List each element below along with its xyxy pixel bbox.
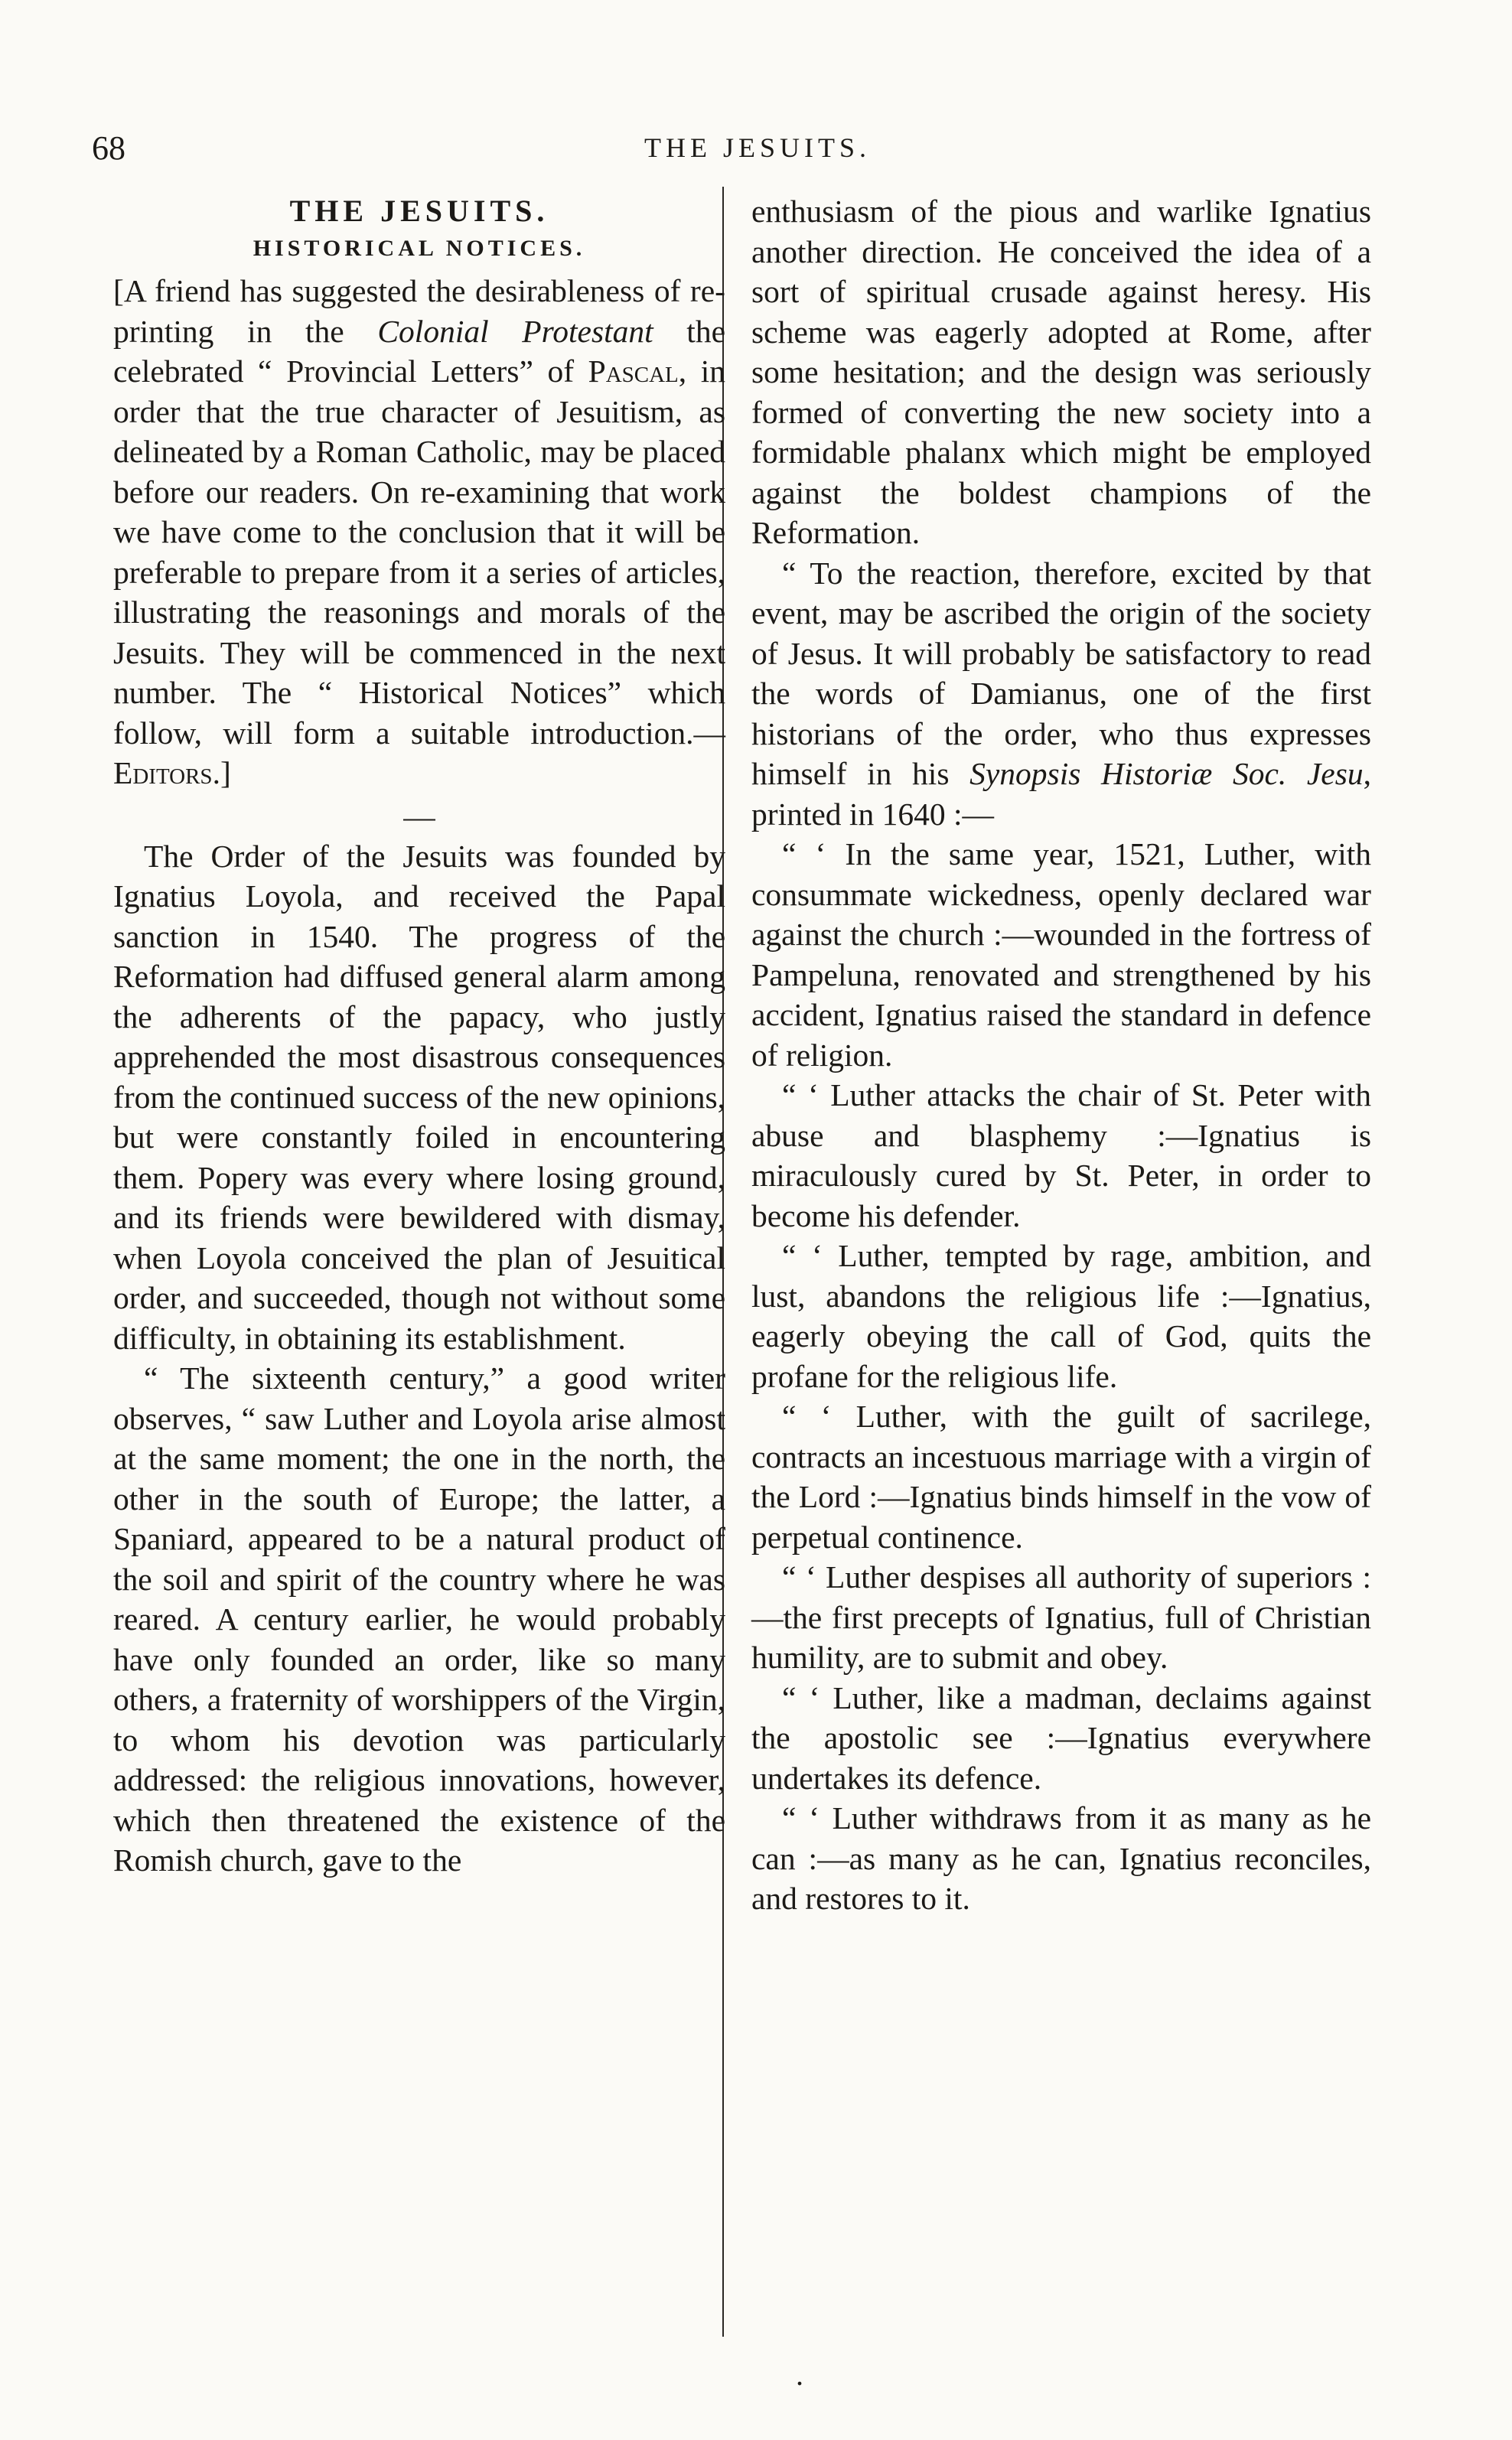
left-column	[113, 191, 725, 1881]
quote-religious-life: “ ‘ Luther, tempted by rage, ambition, and lust, abandons the religious life :—Ignatius, eagerly obeying the call of God, quits the profane for the religious life.	[751, 1238, 1371, 1394]
quote-chair-of-st-peter: “ ‘ Luther attacks the chair of St. Peter with abuse and blasphemy :—Ignatius is miraculously cured by St. Peter, in order to become his defender.	[751, 1077, 1371, 1233]
quote-apostolic-see: “ ‘ Luther, like a madman, declaims against the apostolic see :—Ignatius everywhere undertakes its defence.	[751, 1679, 1371, 1796]
paragraph-enthusiasm: enthusiasm of the pious and warlike Ignatius another direction. He conceived the idea of a sort of spiritual crusade against heresy. His scheme was eagerly adopted at Rome, after some hesitation; and the design was seriously formed of converting the new society into a formidable phalanx which might be employed against the boldest champions of the Reformation.	[751, 194, 1371, 550]
editor-note-mid2: , in order that the true character of Jesuitism, as delineated by a Roman Catholic, may be placed before our readers. On re-examining that work we have come to the conclusion that it will be preferable to prepare from it a series of articles, illustrating the reasonings and morals of the Jesuits. They will be commenced in the next number. The “ Historical Notices” which follow, will form a suitable introduction.—	[113, 353, 726, 751]
quote-authority: “ ‘ Luther despises all authority of superiors :—the first precepts of Ignatius, full of Christian humility, are to submit and obey.	[751, 1559, 1371, 1675]
editor-note-close: .]	[212, 755, 231, 790]
paragraph-sixteenth-century: “ The sixteenth century,” a good writer observes, “ saw Luther and Loyola arise almost at the same moment; the one in the north, the other in the south of Europe; the latter, a Spaniard, appeared to be a natural product of the soil and spirit of the country where he was reared. A century earlier, he would probably have only founded an order, like so many others, a fraternity of worshippers of the Virgin, to whom his devotion was particularly addressed: the religious innovations, however, which then threatened the existence of the Romish church, gave to the	[113, 1360, 725, 1878]
editor-note-signature: Editors	[113, 755, 213, 790]
page-number: 68	[92, 129, 125, 167]
paragraph-order-founded: The Order of the Jesuits was founded by Ignatius Loyola, and received the Papal sanction in 1540. The progress of the Reformation had diffused general alarm among the adherents of the papacy, who justly apprehended the most disastrous consequences from the continued success of the new opinions, but were constantly foiled in encountering them. Popery was every where losing ground, and its friends were bewildered with dismay, when Loyola conceived the plan of Jesuitical order, and succeeded, though not without some difficulty, in obtaining its establishment.	[113, 838, 725, 1356]
quote-sacrilege: “ ‘ Luther, with the guilt of sacrilege, contracts an incestuous marriage with a virgin of the Lord :—Ignatius binds himself in the vow of perpetual continence.	[751, 1399, 1371, 1555]
quote-withdraws: “ ‘ Luther withdraws from it as many as he can :—as many as he can, Ignatius reconciles, and restores to it.	[751, 1800, 1371, 1916]
editor-note-author: Pascal	[588, 353, 679, 389]
section-separator: —	[403, 798, 435, 834]
paragraph-damianus	[751, 553, 1371, 835]
stray-mark: .	[796, 2357, 803, 2392]
damianus-text: “ To the reaction, therefore, excited by that event, may be ascribed the origin of the society of Jesus. It will probably be satisfactory to read the words of Damianus, one of the first historians of the order, who thus expresses himself in his	[751, 555, 1371, 791]
quote-1521: “ ‘ In the same year, 1521, Luther, with consummate wickedness, openly declared war against the church :—wounded in the fortress of Pampeluna, renovated and strengthened by his accident, Ignatius raised the standard in defence of religion.	[751, 836, 1371, 1073]
right-column	[751, 191, 1371, 1919]
editor-note-publication: Colonial Protestant	[377, 313, 653, 349]
editor-note-mid1: the celebrated “ Provincial Letters” of	[113, 313, 726, 389]
damianus-work-title: Synopsis Historiæ Soc. Jesu	[969, 756, 1364, 791]
running-title: THE JESUITS.	[644, 132, 871, 163]
damianus-tail: , printed in 1640 :—	[751, 756, 1371, 832]
article-subtitle: HISTORICAL NOTICES.	[253, 236, 586, 261]
article-title: THE JESUITS.	[289, 194, 549, 228]
running-head	[92, 129, 1423, 174]
editor-note-open: [A friend has suggested the desirableness of re-printing in the	[113, 273, 725, 349]
editor-note	[113, 271, 725, 793]
